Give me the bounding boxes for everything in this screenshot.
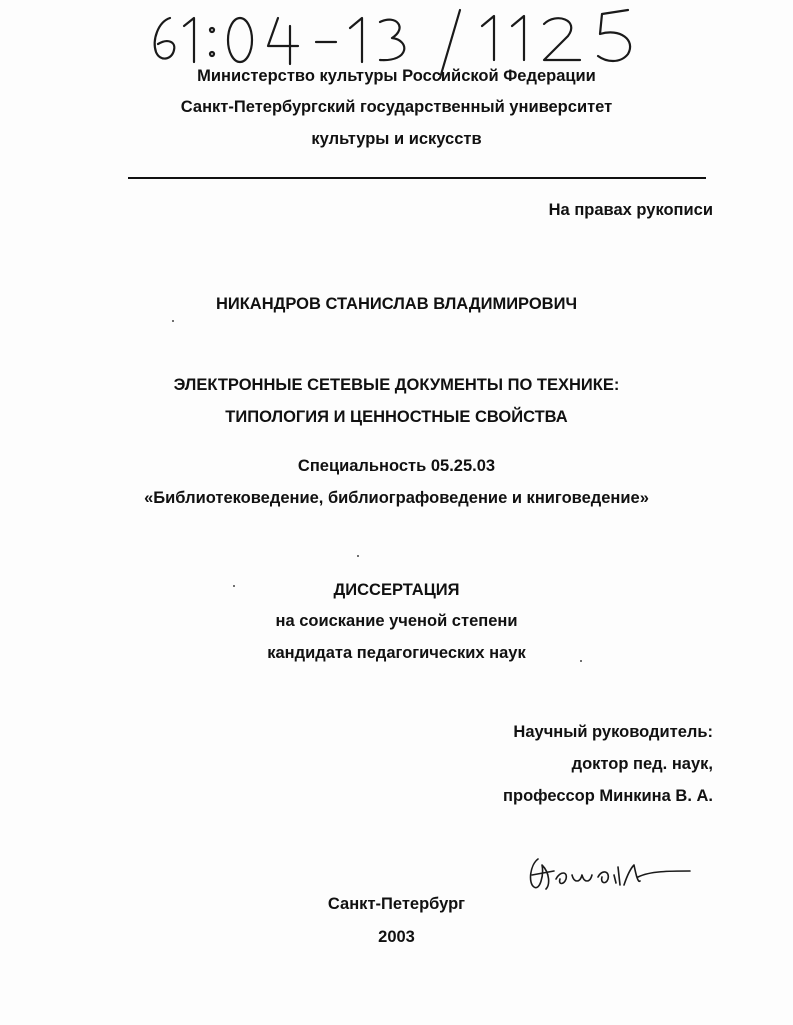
- title-line-1: ЭЛЕКТРОННЫЕ СЕТЕВЫЕ ДОКУМЕНТЫ ПО ТЕХНИКЕ:: [173, 376, 620, 394]
- document-type: ДИССЕРТАЦИЯ: [333, 581, 460, 599]
- degree-line-2: кандидата педагогических наук: [267, 644, 526, 662]
- specialty-code: Специальность 05.25.03: [297, 457, 496, 475]
- scan-speck: [580, 660, 582, 662]
- supervisor-degree: доктор пед. наук,: [571, 755, 713, 773]
- title-line-2: ТИПОЛОГИЯ И ЦЕННОСТНЫЕ СВОЙСТВА: [225, 408, 568, 426]
- ministry-name: Министерство культуры Российской Федерации: [197, 67, 596, 85]
- university-name: Санкт-Петербургский государственный университет: [180, 98, 613, 116]
- handwritten-signature: [520, 845, 700, 900]
- supervisor-label: Научный руководитель:: [513, 723, 713, 741]
- scan-speck: [172, 320, 174, 322]
- scan-speck: [233, 585, 235, 587]
- author-name: НИКАНДРОВ СТАНИСЛАВ ВЛАДИМИРОВИЧ: [215, 295, 578, 313]
- supervisor-name: профессор Минкина В. А.: [503, 787, 713, 805]
- university-name-continued: культуры и искусств: [311, 130, 482, 148]
- header-divider: [128, 177, 706, 179]
- manuscript-note: На правах рукописи: [548, 201, 713, 219]
- specialty-name: «Библиотековедение, библиографоведение и книговедение»: [144, 489, 649, 507]
- publication-year: 2003: [378, 928, 415, 946]
- scan-speck: [357, 555, 359, 557]
- degree-line-1: на соискание ученой степени: [275, 612, 518, 630]
- publication-city: Санкт-Петербург: [327, 895, 466, 913]
